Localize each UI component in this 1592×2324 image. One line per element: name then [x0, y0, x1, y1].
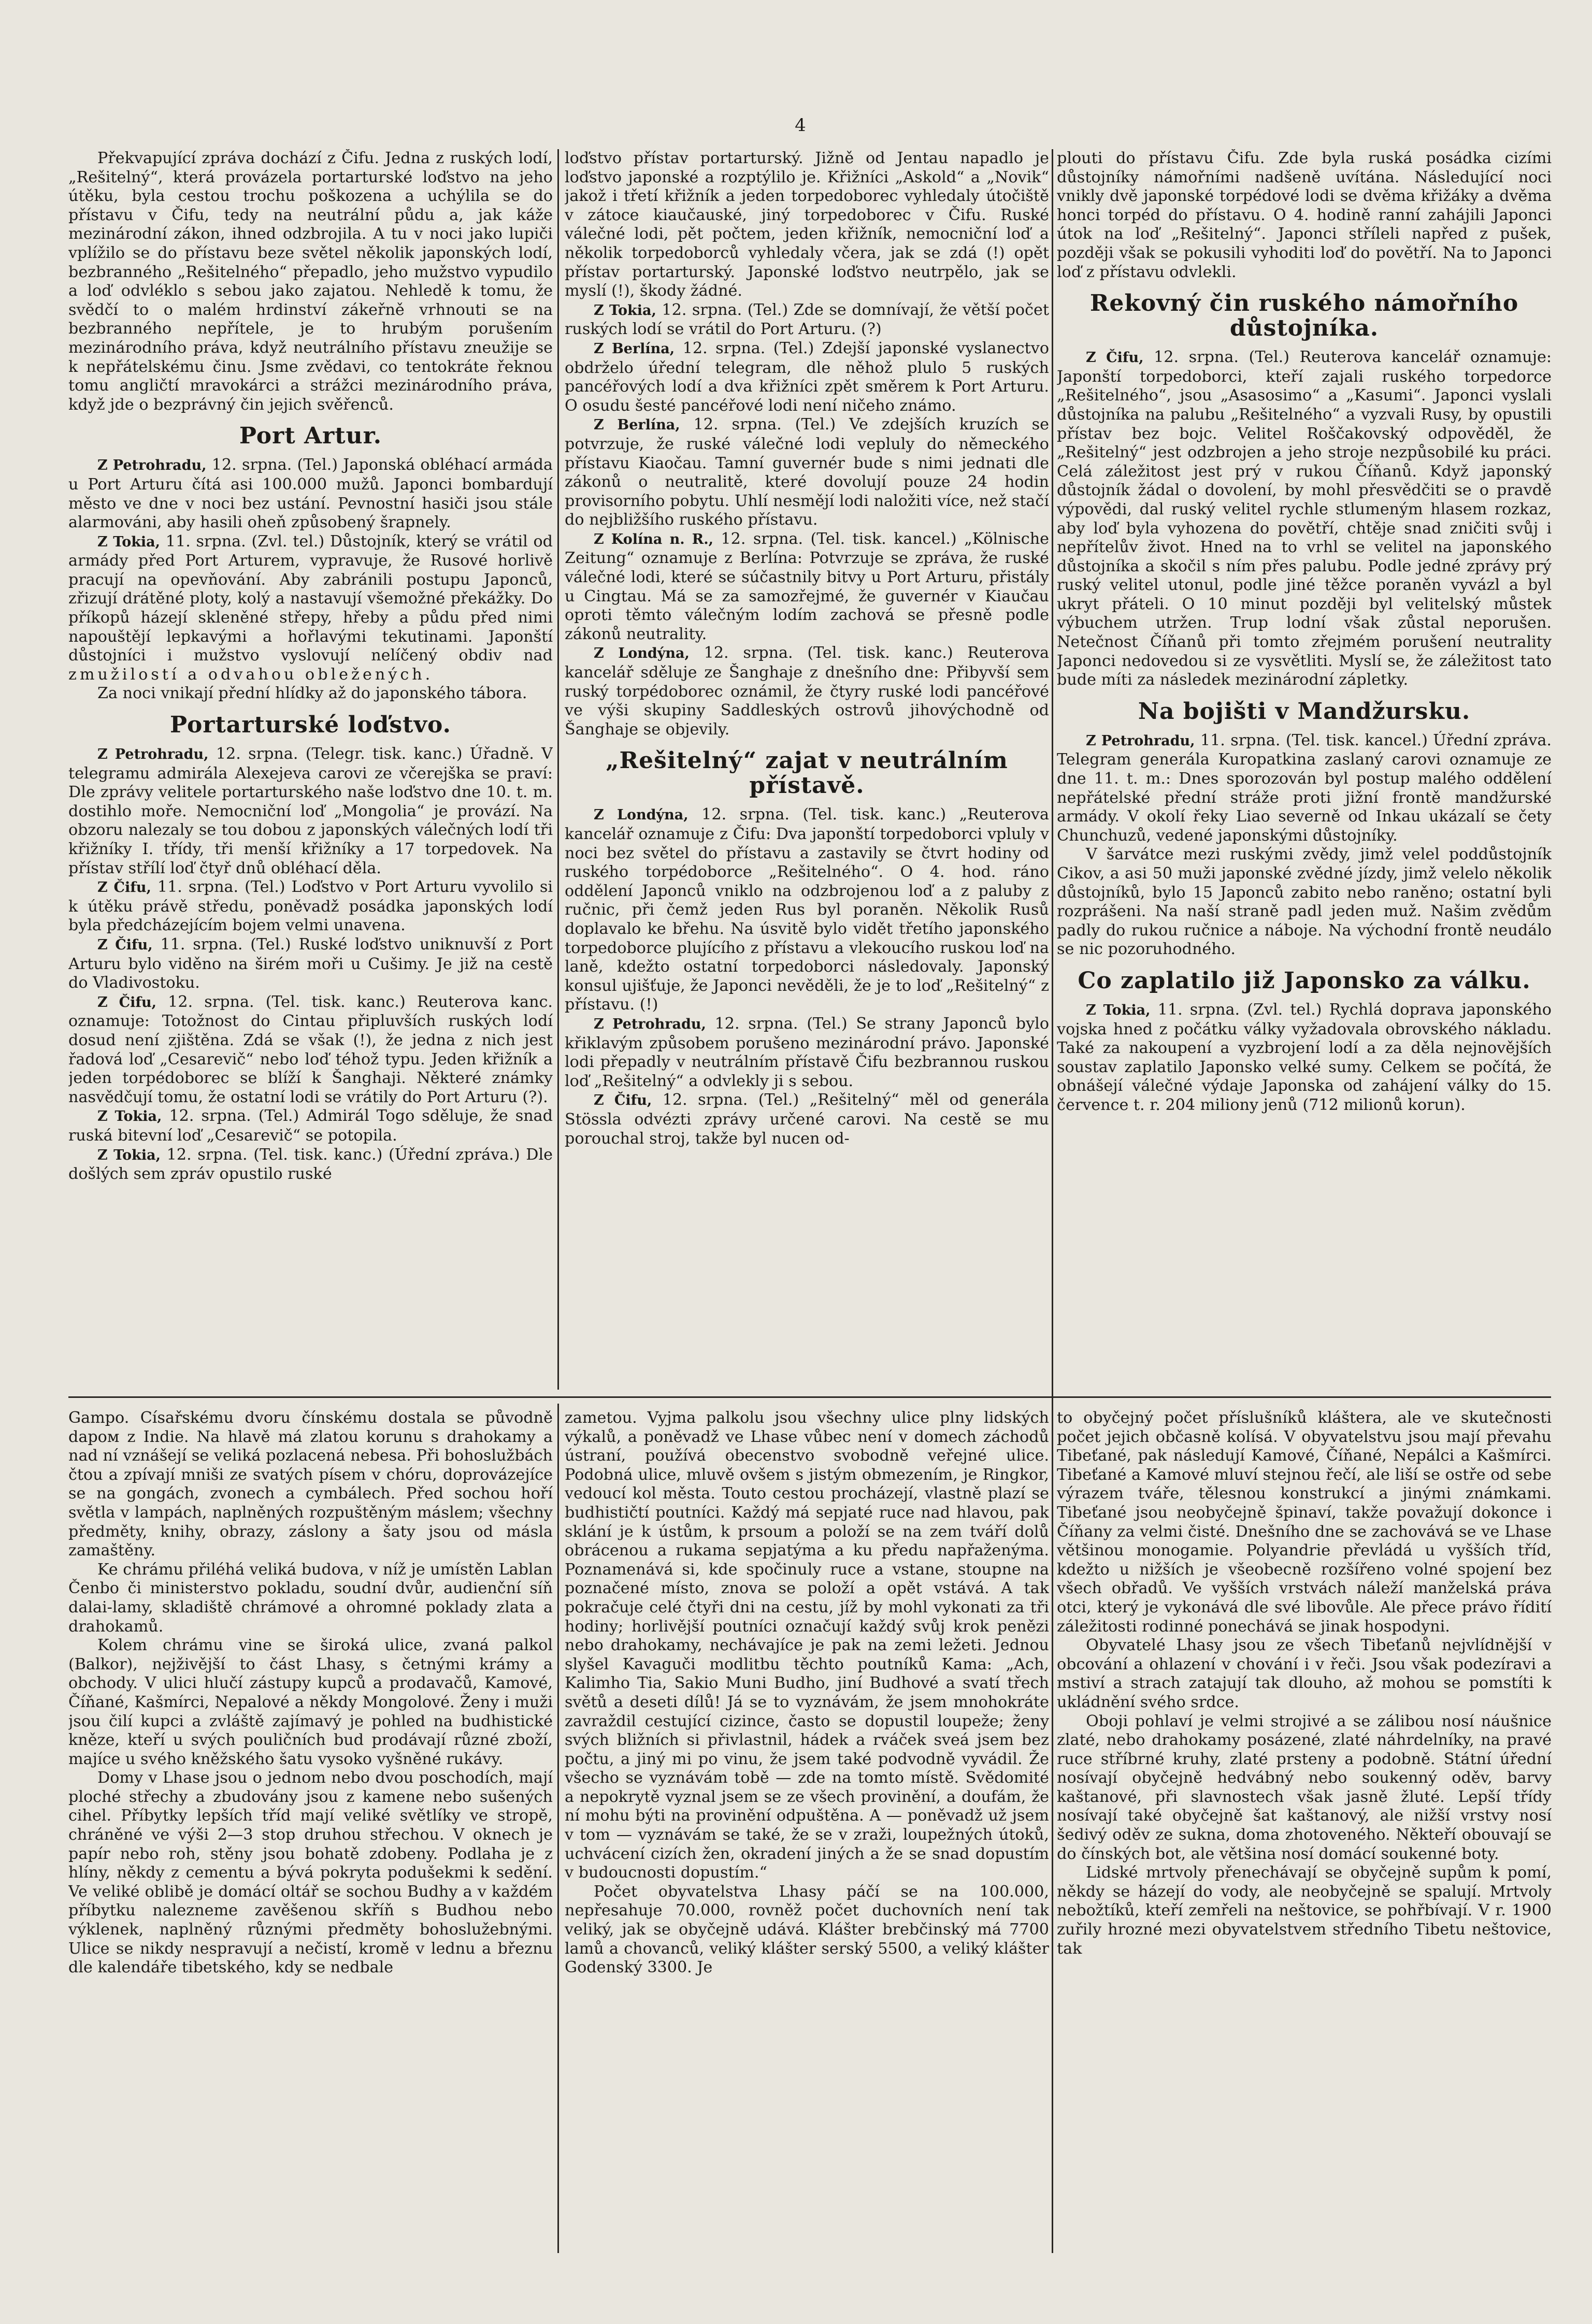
- column-lower-right: [1057, 1409, 1552, 2263]
- paragraph: Z Berlína, 12. srpna. (Tel.) Zdejší japonské vyslanectvo obdrželo úřední telegram, dle něhož plulo 5 ruských pancéřových lodí a dva křižníci zpět směrem k Port Arturu. O osudu šesté pancéřové lodi není ničeho známo.: [565, 339, 1049, 415]
- headline-port-artur: Port Artur.: [239, 423, 382, 450]
- page-number: 4: [795, 115, 806, 136]
- paragraph: Z Tokia, 12. srpna. (Tel. tisk. kanc.) (Úřední zpráva.) Dle došlých sem zpráv opustilo ruské: [68, 1145, 553, 1183]
- paragraph: Z Čifu, 12. srpna. (Tel.) Reuterova kancelář oznamuje: Japonští torpedoborci, kteří zajali ruského torpedorce „Rešitelného“, jsou „Asasosimo“ a „Kasumi“. Japonci vyslali důstojníka na palubu „Rešitelného“ a vyzvali Rusy, by opustili přístav bez bojc. Velitel Roščakovský odpověděl, že „Rešitelný“ jest odzbrojen a jeho stroje nezpůsobilé ku práci. Celá záležitost jest prý v rukou Číňanů. Když japonský důstojník žádal o dovolení, by mohl přesvědčiti se o pravdě výpovědi, dal ruský velitel rychle stlumeným hlasem rozkaz, aby loď byla vyhozena do povětří, chtěje snad zničiti svůj i nepřítelův život. Hned na to vrhl se velitel na japonského důstojníka a skočil s ním přes palubu. Podle jedné zprávy prý ruský velitel utonul, podle jiné těžce poraněn vyvázl a byl ukryt přáteli. O 10 minut později byl velitelský můstek výbuchem utržen. Trup lodní však zůstal neporušen. Netečnost Číňanů při tomto zřejmém porušení neutrality Japonci nedovedou si ze vysvětliti. Myslí se, že záležitost tato bude míti za následek mezinárodní zápletky.: [1057, 348, 1552, 689]
- dateline: Z Petrohradu,: [97, 746, 209, 763]
- paragraph: Překvapující zpráva dochází z Čifu. Jedna z ruských lodí, „Rešitelný“, která provázela portarturské loďstvo na jeho útěku, byla cestou trochu poškozena a uchýlila se do přístavu v Čifu, tedy na neutrální půdu a, jak káže mezinárodní zákon, ihned odzbrojila. A tu v noci jako lupiči vplížilo se do přístavu beze světel několik japonských lodí, bezbranného „Rešitelného“ přepadlo, jeho mužstvo vypudilo a loď odvléklo s sebou jako zajatou. Nehledě k tomu, že svědčí to o malém hrdinství zákeřně vrhnouti se na bezbranného nepřítele, je to hrubým porušením mezinárodního práva, když neutrálního přístavu zneužije se k nepřátelskému činu. Jsme zvědavi, co tentokráte řeknou tomu angličtí mravokárci a strážci mezinárodního práva, když jde o bezprávný čin jejich svěřenců.: [68, 149, 553, 414]
- dateline: Z Tokia,: [97, 1108, 162, 1125]
- paragraph: Obyvatelé Lhasy jsou ze všech Tibeťanů nejvlídnější v obcování a ohlazení v chování i v řeči. Jsou však podezíravi a mstiví a strach zatajují tak dlouho, až mohou se pomstíti k ukládnění svého srdce.: [1057, 1636, 1552, 1711]
- paragraph: Počet obyvatelstva Lhasy páčí se na 100.000, nepřesahuje 70.000, rovněž počet duchovních není tak veliký, jak se obyčejně udává. Klášter brebčinský má 7700 lamů a chovanců, veliký klášter serský 5500, a veliký klášter Godenský 3300. Je: [565, 1882, 1049, 1977]
- dateline: Z Kolína n. R.,: [594, 531, 714, 547]
- paragraph: Z Čifu, 11. srpna. (Tel.) Ruské loďstvo uniknuvší z Port Arturu bylo viděno na širém moři u Cušimy. Je již na cestě do Vladivostoku.: [68, 935, 553, 992]
- column-divider: [1052, 149, 1053, 1428]
- dateline: Z Čifu,: [1086, 350, 1144, 366]
- paragraph: Z Tokia, 12. srpna. (Tel.) Admirál Togo sděluje, že snad ruská bitevní loď „Cesarevič“ se potopila.: [68, 1107, 553, 1145]
- paragraph: Z Londýna, 12. srpna. (Tel. tisk. kanc.) Reuterova kancelář sděluje ze Šanghaje z dnešního dne: Přibyvší sem ruský torpédoborec oznámil, že čtyry ruské lodi pancéřové ve výši skupiny Saddleských ostrovů jihovýchodně od Šanghaje se objevily.: [565, 644, 1049, 739]
- headline-resitelny-zajat: „Rešitelný“ zajat v neutrálním přístavě.: [606, 747, 1008, 799]
- paragraph: Z Tokia, 12. srpna. (Tel.) Zde se domnívají, že větší počet ruských lodí se vrátil do Port Arturu. (?): [565, 300, 1049, 339]
- headline-rekovny-cin: Rekovný čin ruského námořního důstojníka.: [1089, 290, 1519, 342]
- dateline: Z Tokia,: [1086, 1002, 1151, 1018]
- paragraph: Oboji pohlaví je velmi strojivé a se zálibou nosí náušnice zlaté, nebo drahokamy posázené, zlaté náhrdelníky, na pravé ruce stříbrné kruhy, zlaté prsteny a podobně. Státní úřední nosívají obyčejně hedvábný nebo soukenný oděv, barvy kaštanové, při slavnostech však jasně žluté. Lepší třídy nosívají také obyčejně šat kaštanový, ale nižší vrstvy nosí šedivý oděv ze sukna, doma zhotoveného. Někteří obouvají se do čínských bot, ale většina nosí domácí soukenné boty.: [1057, 1712, 1552, 1863]
- paragraph: Z Tokia, 11. srpna. (Zvl. tel.) Důstojník, který se vrátil od armády před Port Arturem, vypravuje, že Rusové horlivě pracují na opevňování. Aby zabránili postupu Japonců, zřizují drátěné ploty, kolý a nastavují všemožné překážky. Do příkopů házejí skleněné střepy, hřeby a půdu před nimi napouštějí lepkavými a hořlavými tekutinami. Japonští důstojníci i mužstvo vyslovují nelíčený obdiv nad zmužilostí a odvahou obležených.: [68, 532, 553, 684]
- dateline: Z Čifu,: [97, 879, 151, 896]
- paragraph: Z Petrohradu, 12. srpna. (Tel.) Japonská obléhací armáda u Port Arturu čítá asi 100.000 mužů. Japonci bombardují město ve dne v noci bez ustání. Pevnostní hasiči jsou stále alarmováni, aby hasili oheň způsobený šrapnely.: [68, 456, 553, 532]
- paragraph: Domy v Lhase jsou o jednom nebo dvou poschodích, mají ploché střechy a zbudovány jsou z kamene nebo sušených cihel. Příbytky lepších tříd mají veliké světlíky ve stropě, chráněné ve výši 2—3 stop druhou střechou. V oknech je papír nebo roh, stěny jsou bohatě zdobeny. Podlaha je z hlíny, někdy z cementu a bývá pokryta podušekmi k sedění. Ve veliké oblibě je domácí oltář se sochou Budhy a v každém příbytku nalezneme zavěšenou skříň s Budhou nebo výklenek, naplněný různými předměty bohoslužebnými. Ulice se nikdy nespravují a nečistí, kromě v lednu a březnu dle kalendáře tibetského, kdy se nedbale: [68, 1769, 553, 1977]
- paragraph: Z Čifu, 12. srpna. (Tel. tisk. kanc.) Reuterova kanc. oznamuje: Totožnost do Cintau připluvších ruských lodí dosud není zjištěna. Zdá se však (!), že jedna z nich jest řadová loď „Cesarevič“ nebo loď téhož typu. Jeden křižník a jeden torpédoborec se blíží k Šanghaji. Některé známky nasvědčují tomu, že ostatní lodi se vrátily do Port Arturu (?).: [68, 992, 553, 1106]
- paragraph: Z Čifu, 11. srpna. (Tel.) Loďstvo v Port Arturu vyvolilo si k útěku právě středu, poněvadž posádka japonských lodí byla předcházejícím bojem velmi unavena.: [68, 878, 553, 935]
- paragraph: Z Berlína, 12. srpna. (Tel.) Ve zdejších kruzích se potvrzuje, že ruské válečné lodi vepluly do německého přístavu Kiaočau. Tamní guvernér bude s nimi jednati dle zákonů o neutralitě, které dovolují pouze 24 hodin provisorního pobytu. Uhlí nesmějí lodi naložiti více, než stačí do nejbližšího ruského přístavu.: [565, 415, 1049, 529]
- dateline: Z Berlína,: [594, 340, 675, 357]
- dateline: Z Čifu,: [97, 936, 153, 953]
- paragraph: Kolem chrámu vine se široká ulice, zvaná palkol (Balkor), nejživější to část Lhasy, s četnými krámy a obchody. V ulici hlučí zástupy kupců a prodavačů, Kamové, Číňané, Kašmírci, Nepalové a někdy Mongolové. Ženy i muži jsou čilí kupci a zvláště zajímavý je pohled na budhistické kněze, kteří u svých pouličních bud prodávají různé zboží, majíce u svého kněžského šatu vysoko vyšněné rukávy.: [68, 1636, 553, 1768]
- headline-co-zaplatilo-japonsko: Co zaplatilo již Japonsko za válku.: [1078, 967, 1531, 994]
- paragraph: Ke chrámu přiléhá veliká budova, v níž je umístěn Lablan Čenbo či ministerstvo pokladu, soudní dvůr, audienční síň dalai-lamy, skladiště chrámové a ohromné poklady zlata a drahokamů.: [68, 1560, 553, 1636]
- paragraph: Z Petrohradu, 12. srpna. (Tel.) Se strany Japonců bylo křiklavým způsobem porušeno mezinárodní právo. Japonské lodi přepadly v neutrálním přístavě Čifu bezbrannou ruskou loď „Rešitelný“ a odvlekly ji s sebou.: [565, 1014, 1049, 1090]
- column-lower-left: [68, 1409, 553, 2263]
- dateline: Z Tokia,: [97, 533, 161, 550]
- paragraph: Z Petrohradu, 12. srpna. (Telegr. tisk. kanc.) Úřadně. V telegramu admirála Alexejeva carovi ze včerejška se praví: Dle zprávy velitele portarturského naše loďstvo dne 10. t. m. dostihlo moře. Nemocniční loď „Mongolia“ je provází. Na obzoru nalezaly se tou dobou z japonských válečných lodí tři křižníky I. třídy, tři menší křižníky a 17 torpedovek. Na přístav střílí loď čtyř dnů obléhací děla.: [68, 745, 553, 877]
- dateline: Z Petrohradu,: [1086, 732, 1195, 749]
- column-divider: [557, 149, 559, 1390]
- column-divider: [1052, 1404, 1053, 2253]
- headline-na-bojisti: Na bojišti v Mandžursku.: [1138, 698, 1471, 725]
- column-upper-left: [68, 149, 553, 1387]
- dateline: Z Londýna,: [594, 807, 689, 824]
- paragraph: Z Londýna, 12. srpna. (Tel. tisk. kanc.) „Reuterova kancelář oznamuje z Čifu: Dva japonští torpedoborci vpluly v noci bez světel do přístavu a zastavily se čtvrt hodiny od ruského torpédoborce „Rešitelného“. O 4. hod. ráno oddělení Japonců vniklo na odzbrojenou loď a z paluby z ručnic, při čemž jeden Rus byl poraněn. Několik Rusů doplavalo ke břehu. Na úsvitě bylo vidět třetího japonského torpedoborce plujícího z přístavu a vlekoucího ruskou loď na laně, kdežto ostatní torpedoborci následovaly. Japonský konsul ujišťuje, že Japonci nevěděli, že je to loď „Rešitelný“ z přístavu. (!): [565, 805, 1049, 1014]
- paragraph: loďstvo přístav portarturský. Jižně od Jentau napadlo je loďstvo japonské a rozptýlilo je. Křižníci „Askold“ a „Novik“ jakož i třetí křižník a jeden torpedoborec vyhledaly útočiště v zátoce kiaučauské, jiný torpedoborec v Čifu. Ruské válečné lodi, pět počtem, jeden křižník, nemocniční loď a několik torpedoborců vyhledaly včera, jak se zdá (!) opět přístav portarturský. Japonské loďstvo neutrpělo, jak se myslí (!), škody žádné.: [565, 149, 1049, 300]
- dateline: Z Petrohradu,: [97, 457, 207, 474]
- paragraph: Z Tokia, 11. srpna. (Zvl. tel.) Rychlá doprava japonského vojska hned z počátku války vyžadovala obrovského nákladu. Také za nakoupení a vyzbrojení lodí a za děla nejnovějších soustav zaplatilo Japonsko velké sumy. Celkem se počítá, že obnášejí válečné výdaje Japonska od zahájení války do 15. července t. r. 204 miliony jenů (712 milionů korun).: [1057, 1000, 1552, 1114]
- paragraph: plouti do přístavu Čifu. Zde byla ruská posádka cizími důstojníky námořními nadšeně uvítána. Následující noci vnikly dvě japonské torpédové lodi se dvěma křižáky a dvěma honci torpéd do přístavu. O 4. hodině ranní zahájili Japonci útok na loď „Rešitelný“. Japonci stříleli napřed z pušek, později však se pokusili vyhoditi loď do povětří. Na to Japonci loď z přístavu odvlekli.: [1057, 149, 1552, 281]
- paragraph: Gampo. Císařskému dvoru čínskému dostala se původně daром z Indie. Na hlavě má zlatou korunu s drahokamy a nad ní vznášejí se veliká pozlacená nebesa. Při bohoslužbách čtou a zpívají mniši ze svatých písem v chóru, doprovázejíce se na gongách, zvonech a cymbálech. Před sochou hoří světla v lampách, naplněných rozpuštěným máslem; všechny předměty, knihy, obrazy, záslony a šaty jsou od másla zamaštěny.: [68, 1409, 553, 1560]
- column-divider: [557, 1404, 559, 2253]
- paragraph: Z Čifu, 12. srpna. (Tel.) „Rešitelný“ měl od generála Stössla odvézti zprávy určené carovi. Na cestě se mu porouchal stroj, takže byl nucen od-: [565, 1091, 1049, 1148]
- column-upper-middle: [565, 149, 1049, 1426]
- paragraph: V šarvátce mezi ruskými zvědy, jimž velel poddůstojník Cikov, a asi 50 muži japonské zvědné jízdy, jimž velelo několik důstojníků, bylo 15 Japonců zabito nebo raněno; ostatní byli rozprášeni. Na naší straně padl jeden muž. Našim zvědům padly do rukou ručnice a náboje. Na východní frontě neudálo se nic pozoruhodného.: [1057, 845, 1552, 959]
- paragraph: Lidské mrtvoly přenechávají se obyčejně supům k pomí, někdy se házejí do vody, ale neobyčejně se spalují. Mrtvoly nebožtíků, kteří zemřeli na neštovice, se pohřbívají. V r. 1900 zuřily hrozné mezi obyvatelstvem středního Tibetu neštovice, tak: [1057, 1864, 1552, 1958]
- section-divider: [68, 1396, 1551, 1398]
- dateline: Z Čifu,: [594, 1092, 652, 1109]
- column-lower-middle: [565, 1409, 1049, 2263]
- dateline: Z Petrohradu,: [594, 1016, 706, 1032]
- paragraph: zametou. Vyjma palkolu jsou všechny ulice plny lidských výkalů, a poněvadž ve Lhase vůbec není v domech záchodů ústraní, používá obecenstvo svobodně veřejné ulice. Podobná ulice, mluvě ovšem s jistým obmezením, je Ringkor, vedoucí kol města. Touto cestou procházejí, vlastně plazí se budhističtí poutníci. Každý má sepjaté ruce nad hlavou, pak sklání je k ústům, k prsoum a položí se na zem tváří dolů obrácenou a rukama sepjatýma a ku předu napřaženýma. Poznamenává si, kde spočinuly ruce a vstane, stoupne na poznačené místo, znova se položí a opět vstává. A tak pokračuje celé čtyři dni na cestu, jíž by mohl vykonati za tři hodiny; horlivější poutníci označují každý svůj krok penězi nebo drahokamy, nechávajíce je pak na zemi ležeti. Jednou slyšel Kavaguči modlitbu těchto poutníků Kama: „Ach, Kalimho Tia, Sakio Muni Budho, jiní Budhové a svatí třech světů a deseti dílů! Já se to vyznávám, že jsem mnohokráte zavraždil cestující cizince, často se dopustil loupeže; ženy svých bližních si přivlastnil, hádek a rváček sveá jsem bez počtu, a jiný mi po vinu, že jsem také podvodně vyvádil. Že všecho se vyznávám tobě — zde na tomto místě. Svědomité a nepokrytě vyznal jsem se ze všech provinění, a doufám, že ní mohu býti na provinění odpuštěna. A — poněvadž už jsem v tom — vyznávám se také, že se v zraži, loupežných útoků, uchvácení cizích žen, okradení jiných a že se snad dopustím v budoucnosti dopustím.“: [565, 1409, 1049, 1882]
- paragraph: to obyčejný počet příslušníků kláštera, ale ve skutečnosti počet jejich občasně kolísá. V obyvatelstvu jsou mají převahu Tibeťané, pak následují Kamové, Číňané, Nepálci a Kašmírci. Tibeťané a Kamové mluví stejnou řečí, ale liší se ostře od sebe výrazem tváře, tělesnou konstrukcí a jinými známkami. Tibeťané jsou neobyčejně špinaví, takže považují dokonce i Číňany za velmi čisté. Dnešního dne se zachovává se ve Lhase většinou monogamie. Polyandrie převládá u vyšších tříd, kdežto u nižších je všeobecně rozšířeno volné spojení bez všech obřadů. Ve vyšších vrstvách náleží manželská práva otci, který je vykonává dle své libovůle. Ale přece právo řídití záležitosti rodinné ponechává se jinak hospodyni.: [1057, 1409, 1552, 1636]
- headline-portarturske-lodstvo: Portarturské loďstvo.: [170, 712, 451, 739]
- dateline: Z Čifu,: [97, 994, 157, 1011]
- dateline: Z Tokia,: [97, 1147, 161, 1163]
- paragraph: Z Kolína n. R., 12. srpna. (Tel. tisk. kancel.) „Kölnische Zeitung“ oznamuje z Berlína: Potvrzuje se zpráva, že ruské válečné lodi, které se súčastnily bitvy u Port Arturu, přistály u Cingtau. Má se za samozřejmé, že guvernér v Kiaučau oproti těmto válečným lodím zachová se přesně podle zákonů neutrality.: [565, 529, 1049, 643]
- dateline: Z Tokia,: [594, 302, 656, 319]
- dateline: Z Berlína,: [594, 417, 680, 434]
- column-upper-right: [1057, 149, 1552, 1439]
- paragraph: Z Petrohradu, 11. srpna. (Tel. tisk. kancel.) Úřední zpráva. Telegram generála Kuropatkina zaslaný carovi oznamuje ze dne 11. t. m.: Dnes sporozován byl postup malého oddělení nepřátelské přední stráže proti jižní frontě mandžurské armády. V okolí řeky Liao severně od Inkau ukázalí se čety Chunchuzů, vedené japonskými důstojníky.: [1057, 731, 1552, 845]
- dateline: Z Londýna,: [594, 645, 690, 662]
- paragraph: Za noci vnikají přední hlídky až do japonského tábora.: [97, 684, 527, 703]
